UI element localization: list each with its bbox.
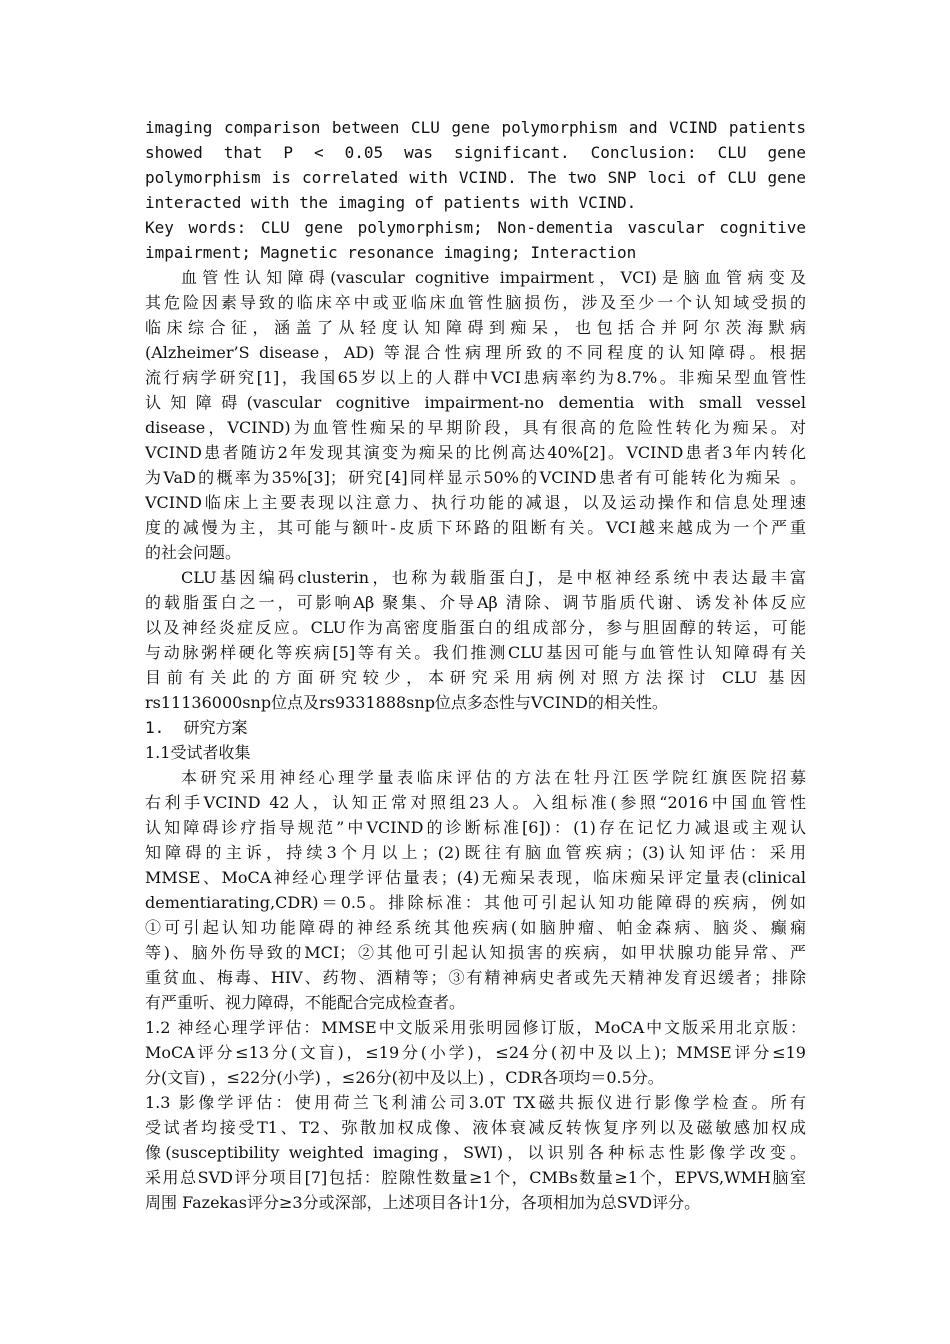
keywords — [145, 215, 806, 265]
paragraph-line: 流行病学研究[1]，我国65岁以上的人群中VCI患病率约为8.7%。非痴呆型血管性 — [145, 368, 806, 387]
paragraph-line: VCIND患者随访2年发现其演变为痴呆的比例高达40%[2]。VCIND患者3年内转化 — [145, 443, 806, 462]
paragraph-line: 以及神经炎症反应。CLU作为高密度脂蛋白的组成部分，参与胆固醇的转运，可能 — [145, 618, 806, 637]
paragraph-line: dementiarating,CDR)＝0.5。排除标准：其他可引起认知功能障碍的疾病，例如 — [145, 893, 806, 912]
paragraph-line: MMSE、MoCA神经心理学评估量表；(4)无痴呆表现，临床痴呆评定量表(clinical — [145, 868, 806, 887]
paragraph-line: 认知障碍(vascular cognitive impairment-no dementia with small vessel — [145, 393, 806, 412]
paragraph-line: 右利手VCIND 42人，认知正常对照组23人。入组标准(参照“2016中国血管性 — [145, 793, 806, 812]
paragraph-line: 血管性认知障碍(vascular cognitive impairment，VCI)是脑血管病变及 — [181, 268, 806, 287]
paragraph-line: MoCA评分≤13分(文盲)，≤19分(小学)，≤24分(初中及以上)；MMSE评分≤19 — [145, 1043, 806, 1062]
abstract-line: showed that P < 0.05 was significant. Conclusion: CLU gene — [145, 143, 806, 162]
keywords-line: impairment; Magnetic resonance imaging; Interaction — [145, 243, 637, 262]
paragraph-line: 本研究采用神经心理学量表临床评估的方法在牡丹江医学院红旗医院招募 — [181, 768, 806, 787]
section-1-1-paragraph — [145, 765, 806, 1015]
paragraph-line: rs11136000snp位点及rs9331888snp位点多态性与VCIND的相关性。 — [145, 693, 668, 712]
abstract-line: interacted with the imaging of patients with VCIND. — [145, 193, 637, 212]
paragraph-line: CLU基因编码clusterin，也称为载脂蛋白J，是中枢神经系统中表达最丰富 — [181, 568, 806, 587]
abstract-line: imaging comparison between CLU gene polymorphism and VCIND patients — [145, 118, 806, 137]
paragraph-line: disease，VCIND)为血管性痴呆的早期阶段，具有很高的危险性转化为痴呆。对 — [145, 418, 806, 437]
paragraph-line: 重贫血、梅毒、HIV、药物、酒精等；③有精神病史者或先天精神发育迟缓者；排除 — [145, 968, 806, 987]
paragraph-line: 的载脂蛋白之一，可影响Aβ 聚集、介导Aβ 清除、调节脂质代谢、诱发补体反应 — [145, 593, 806, 612]
paragraph-line: 像(susceptibility weighted imaging，SWI)，以识别各种标志性影像学改变。 — [145, 1143, 806, 1162]
paragraph-line: 1.3 影像学评估：使用荷兰飞利浦公司3.0T TX磁共振仪进行影像学检查。所有 — [145, 1093, 806, 1112]
keywords-line: Key words: CLU gene polymorphism; Non-dementia vascular cognitive — [145, 218, 806, 237]
document-page — [145, 115, 806, 1215]
paragraph-line: (Alzheimer’S disease，AD) 等混合性病理所致的不同程度的认知障碍。根据 — [145, 343, 806, 362]
paragraph-line: VCIND临床上主要表现以注意力、执行功能的减退，以及运动操作和信息处理速 — [145, 493, 806, 512]
section-heading-1: 1. 研究方案 — [145, 718, 248, 737]
paragraph-line: 度的减慢为主，其可能与额叶-皮质下环路的阻断有关。VCI越来越成为一个严重 — [145, 518, 806, 537]
paragraph-line: 知障碍的主诉，持续3个月以上；(2)既往有脑血管疾病；(3)认知评估：采用 — [145, 843, 806, 862]
intro-paragraph-1 — [145, 265, 806, 565]
paragraph-line: 等)、脑外伤导致的MCI；②其他可引起认知损害的疾病，如甲状腺功能异常、严 — [145, 943, 806, 962]
paragraph-line: 采用总SVD评分项目[7]包括：腔隙性数量≥1个，CMBs数量≥1个，EPVS,WMH脑室 — [145, 1168, 806, 1187]
paragraph-line: 有严重听、视力障碍，不能配合完成检查者。 — [145, 993, 466, 1012]
paragraph-line: 临床综合征，涵盖了从轻度认知障碍到痴呆，也包括合并阿尔茨海默病 — [145, 318, 806, 337]
section-1-2-paragraph — [145, 1015, 806, 1090]
paragraph-line: 与动脉粥样硬化等疾病[5]等有关。我们推测CLU基因可能与血管性认知障碍有关 — [145, 643, 806, 662]
abstract-line: polymorphism is correlated with VCIND. The two SNP loci of CLU gene — [145, 168, 806, 187]
paragraph-line: 为VaD的概率为35%[3]；研究[4]同样显示50%的VCIND患者有可能转化为痴呆 。 — [145, 468, 806, 487]
paragraph-line: 1.2 神经心理学评估：MMSE中文版采用张明园修订版，MoCA中文版采用北京版： — [145, 1018, 806, 1037]
paragraph-line: 其危险因素导致的临床卒中或亚临床血管性脑损伤，涉及至少一个认知域受损的 — [145, 293, 806, 312]
paragraph-line: 周围 Fazekas评分≥3分或深部，上述项目各计1分，各项相加为总SVD评分。 — [145, 1193, 701, 1212]
section-1-3-paragraph — [145, 1090, 806, 1215]
abstract-continuation — [145, 115, 806, 215]
paragraph-line: 的社会问题。 — [145, 543, 242, 562]
paragraph-line: 分(文盲) ，≤22分(小学) ，≤26分(初中及以上) ，CDR各项均＝0.5分。 — [145, 1068, 664, 1087]
paragraph-line: 目前有关此的方面研究较少，本研究采用病例对照方法探讨 CLU 基因 — [145, 668, 806, 687]
section-heading-1-1: 1.1受试者收集 — [145, 743, 251, 762]
intro-paragraph-2 — [145, 565, 806, 715]
paragraph-line: ①可引起认知功能障碍的神经系统其他疾病(如脑肿瘤、帕金森病、脑炎、癫痫 — [145, 918, 806, 937]
paragraph-line: 认知障碍诊疗指导规范”中VCIND的诊断标准[6])：(1)存在记忆力减退或主观认 — [145, 818, 806, 837]
paragraph-line: 受试者均接受T1、T2、弥散加权成像、液体衰减反转恢复序列以及磁敏感加权成 — [145, 1118, 806, 1137]
